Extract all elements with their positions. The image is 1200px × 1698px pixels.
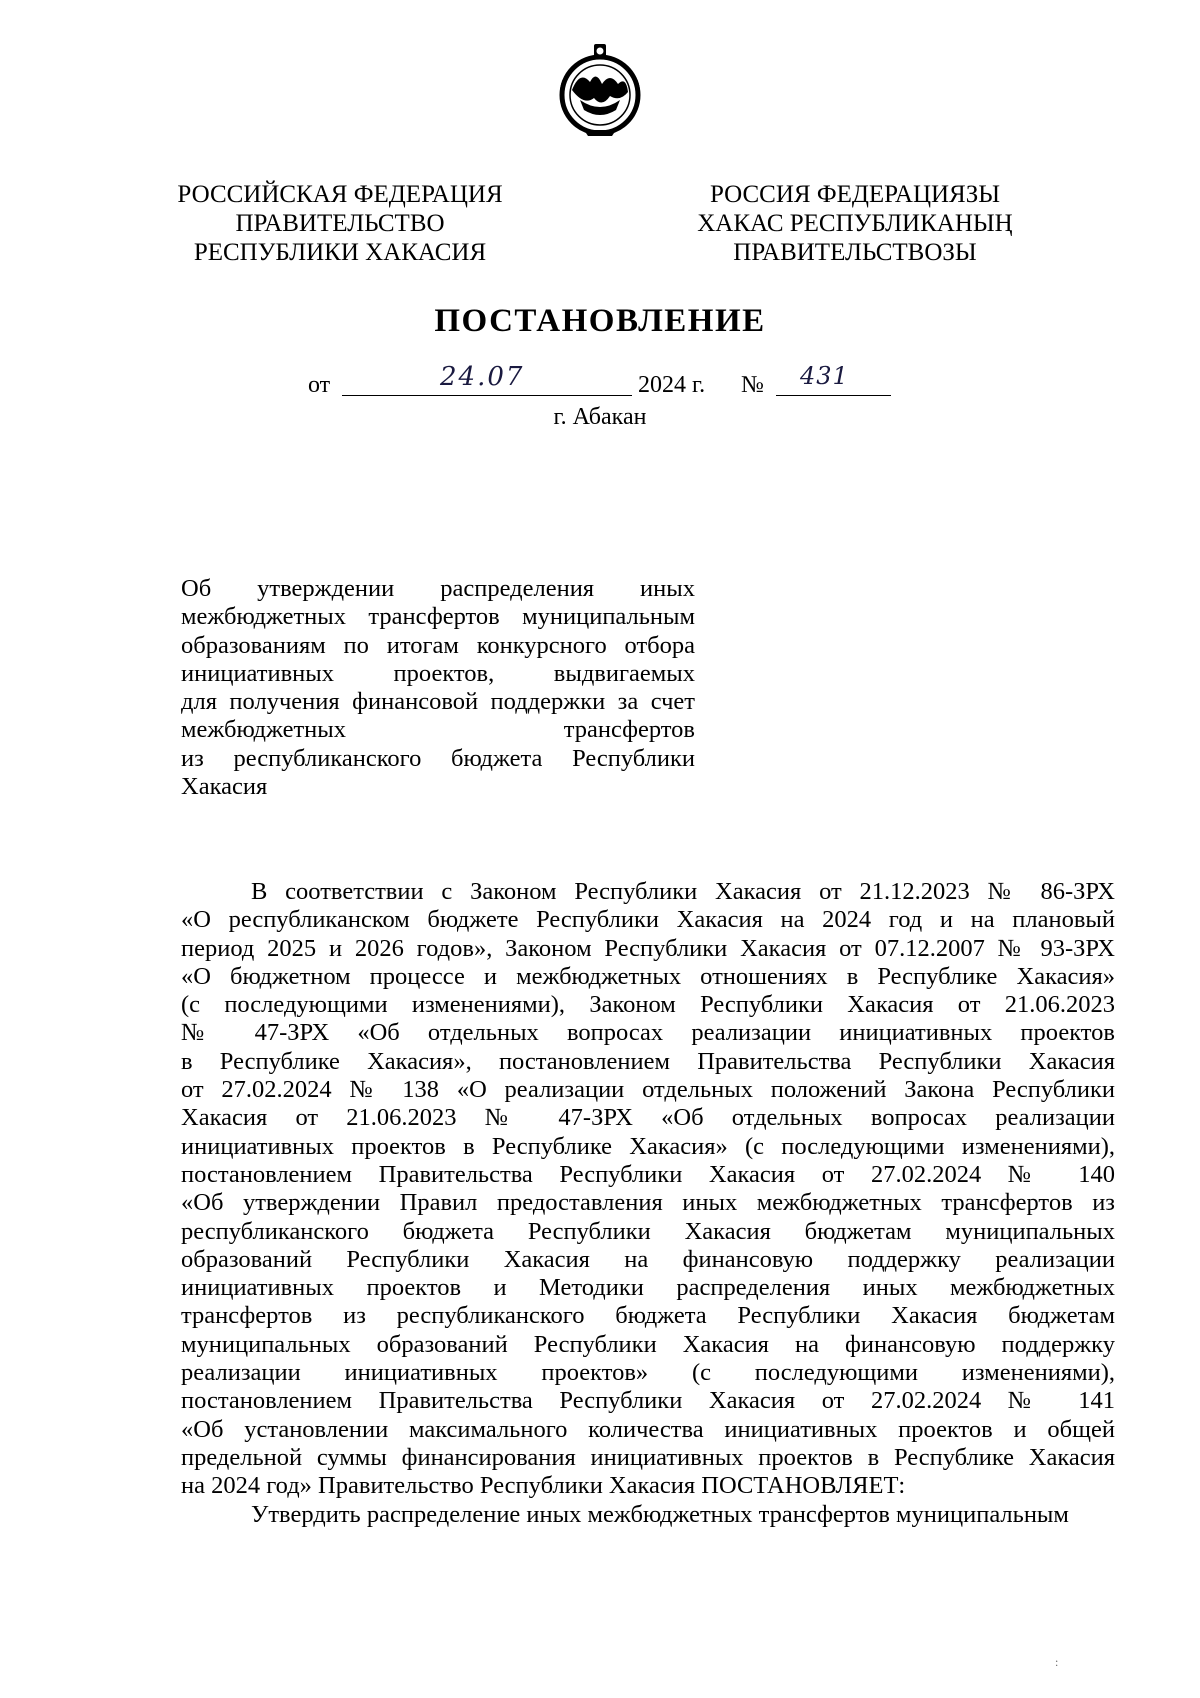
body-line: инициативных проектов в Республике Хакасия» (с последующими изменениями),: [181, 1132, 1115, 1160]
body-line: «Об установлении максимального количества инициативных проектов и общей: [181, 1415, 1115, 1443]
body-line: инициативных проектов и Методики распределения иных межбюджетных: [181, 1274, 1115, 1302]
body-line: образований Республики Хакасия на финансовую поддержку реализации: [181, 1245, 1115, 1273]
body-line: Утвердить распределение иных межбюджетных трансфертов муниципальным: [251, 1500, 1069, 1528]
header-left-line-1: РОССИЙСКАЯ ФЕДЕРАЦИЯ: [177, 181, 503, 208]
subject-line: образованиям по итогам конкурсного отбора: [181, 631, 695, 659]
body-line: «О республиканском бюджете Республики Хакасия на 2024 год и на плановый: [181, 906, 1115, 934]
body-line: В соответствии с Законом Республики Хакасия от 21.12.2023 № 86-ЗРХ: [251, 878, 1115, 905]
body-line: «Об утверждении Правил предоставления иных межбюджетных трансфертов из: [181, 1189, 1115, 1217]
subject-line: межбюджетных трансфертов муниципальным: [181, 603, 695, 631]
body-text: [181, 878, 1115, 1529]
header-right-line-3: ПРАВИТЕЛЬСТВОЗЫ: [733, 239, 977, 266]
date-handwritten: 24.07: [440, 362, 525, 392]
body-line: от 27.02.2024 № 138 «О реализации отдельных положений Закона Республики: [181, 1076, 1115, 1104]
body-line: период 2025 и 2026 годов», Законом Республики Хакасия от 07.12.2007 № 93-ЗРХ: [181, 934, 1115, 962]
header-left-line-2: ПРАВИТЕЛЬСТВО: [235, 210, 445, 237]
body-line: реализации инициативных проектов» (с последующими изменениями),: [181, 1359, 1115, 1387]
header-right-line-1: РОССИЯ ФЕДЕРАЦИЯЗЫ: [709, 181, 1001, 208]
date-from-label: от: [308, 372, 331, 398]
document-title: ПОСТАНОВЛЕНИЕ: [434, 303, 766, 339]
header-right-line-2: ХАКАС РЕСПУБЛИКАНЫҢ: [697, 210, 1013, 237]
body-line: трансфертов из республиканского бюджета Республики Хакасия бюджетам: [181, 1302, 1115, 1330]
number-handwritten: 431: [800, 362, 849, 390]
header-right: [665, 180, 1045, 267]
body-line: «О бюджетном процессе и межбюджетных отношениях в Республике Хакасия»: [181, 962, 1115, 990]
body-line: Хакасия от 21.06.2023 № 47-ЗРХ «Об отдельных вопросах реализации: [181, 1104, 1115, 1132]
subject-line: из республиканского бюджета Республики: [181, 744, 695, 772]
body-line: (с последующими изменениями), Законом Республики Хакасия от 21.06.2023: [181, 991, 1115, 1019]
body-line: постановлением Правительства Республики Хакасия от 27.02.2024 № 140: [181, 1160, 1115, 1188]
number-underline: [776, 395, 891, 396]
year-label: 2024 г.: [638, 372, 706, 398]
body-line: в Республике Хакасия», постановлением Правительства Республики Хакасия: [181, 1047, 1115, 1075]
body-line: муниципальных образований Республики Хакасия на финансовую поддержку: [181, 1330, 1115, 1358]
subject-line: инициативных проектов, выдвигаемых: [181, 659, 695, 687]
body-line: республиканского бюджета Республики Хакасия бюджетам муниципальных: [181, 1217, 1115, 1245]
header-left-line-3: РЕСПУБЛИКИ ХАКАСИЯ: [193, 239, 487, 266]
dateline: [0, 362, 1200, 402]
subject-line: для получения финансовой поддержки за счет: [181, 688, 695, 716]
coat-of-arms-icon: [550, 40, 650, 140]
city: г. Абакан: [553, 404, 647, 430]
number-label: №: [741, 372, 764, 398]
date-underline: [342, 395, 632, 396]
subject-line: Хакасия: [181, 773, 268, 801]
body-line: № 47-ЗРХ «Об отдельных вопросах реализации инициативных проектов: [181, 1019, 1115, 1047]
scan-mark: :: [1055, 1655, 1059, 1669]
body-line: предельной суммы финансирования инициативных проектов в Республике Хакасия: [181, 1443, 1115, 1471]
body-line: постановлением Правительства Республики Хакасия от 27.02.2024 № 141: [181, 1387, 1115, 1415]
header-left: [150, 180, 530, 267]
body-line: на 2024 год» Правительство Республики Хакасия ПОСТАНОВЛЯЕТ:: [181, 1472, 906, 1500]
subject-line: межбюджетных трансфертов: [181, 716, 695, 744]
subject-block: [181, 575, 695, 801]
subject-line: Об утверждении распределения иных: [181, 575, 695, 602]
